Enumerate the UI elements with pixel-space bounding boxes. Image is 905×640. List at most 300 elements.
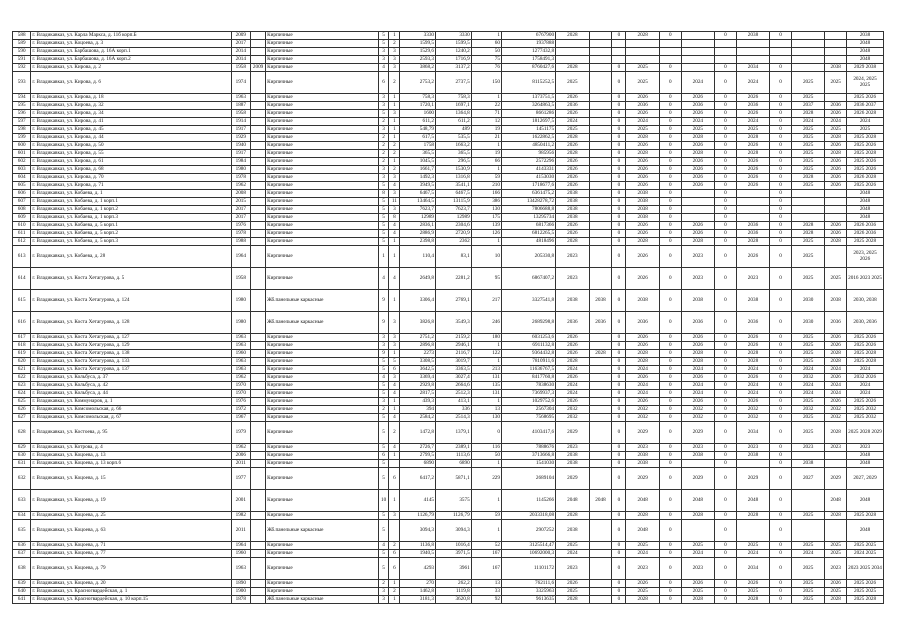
wall-material-cell: Кирпичные bbox=[266, 414, 379, 422]
period-5-cell: 2025 bbox=[791, 422, 825, 444]
wall-material-cell: Жб.панельные каркасные bbox=[266, 312, 379, 334]
cost-cell: 1029752,6 bbox=[501, 398, 555, 406]
period-5-cell bbox=[791, 214, 825, 222]
marker-d-cell: 0 bbox=[770, 382, 792, 390]
marker-d-cell: 0 bbox=[770, 32, 792, 40]
summary-period-cell: 2025 2028 bbox=[847, 512, 884, 520]
address-cell: г. Владикавказ, ул. Коцоева, д. 13 bbox=[31, 452, 231, 460]
entrances-cell: 6 bbox=[389, 550, 400, 558]
period-5-cell bbox=[791, 198, 825, 206]
table-row bbox=[13, 414, 884, 422]
address-cell: г. Владикавказ, ул. Коста Хетагурова, д. 128 bbox=[31, 312, 231, 334]
residents-cell: 131 bbox=[471, 390, 501, 398]
cost-cell: 6767900 bbox=[501, 32, 555, 40]
period-5-cell: 2024 bbox=[791, 550, 825, 558]
period-2-cell: 2026 bbox=[626, 268, 660, 290]
year-built-cell: 1960 bbox=[231, 350, 250, 358]
marker-d-cell: 0 bbox=[770, 422, 792, 444]
table-row bbox=[13, 72, 884, 94]
marker-c-cell bbox=[715, 56, 737, 64]
total-area-cell: 1940,5 bbox=[400, 550, 436, 558]
period-1-cell: 2028 bbox=[556, 150, 590, 158]
residents-cell: 180 bbox=[471, 334, 501, 342]
row-number: 589 bbox=[13, 40, 31, 48]
address-cell: г. Владикавказ, ул. Коста Хетагурова, д. 138 bbox=[31, 350, 231, 358]
marker-a-cell: 0 bbox=[612, 182, 626, 190]
period-6-cell bbox=[825, 198, 847, 206]
period-2-cell: 2038 bbox=[626, 198, 660, 206]
address-cell: г. Владикавказ, ул. Кирова, д. 50 bbox=[31, 142, 231, 150]
period-2-cell: 2025 bbox=[626, 64, 660, 72]
marker-a-cell: 0 bbox=[612, 422, 626, 444]
cost-cell: 4818496 bbox=[501, 238, 555, 246]
period-3-cell: 2025 bbox=[681, 542, 715, 550]
table-row bbox=[13, 238, 884, 246]
year-rebuilt-cell bbox=[251, 238, 266, 246]
year-built-cell: 1962 bbox=[231, 444, 250, 452]
wall-material-cell: Кирпичные bbox=[266, 64, 379, 72]
wall-material-cell: Кирпичные bbox=[266, 398, 379, 406]
residents-cell: 1 bbox=[471, 238, 501, 246]
period-1b-cell bbox=[589, 214, 612, 222]
living-area-cell: 7623,7 bbox=[436, 206, 472, 214]
year-built-cell: 2017 bbox=[231, 206, 250, 214]
table-row bbox=[13, 268, 884, 290]
summary-period-cell: 2048 bbox=[847, 520, 884, 542]
total-area-cell: 1126,79 bbox=[400, 512, 436, 520]
row-number: 634 bbox=[13, 512, 31, 520]
summary-period-cell: 2048 bbox=[847, 40, 884, 48]
residents-cell: 92 bbox=[471, 596, 501, 604]
period-3-cell: 2026 bbox=[681, 142, 715, 150]
period-4-cell: 2024 bbox=[736, 390, 770, 398]
marker-b-cell: 0 bbox=[659, 588, 681, 596]
period-2-cell bbox=[626, 40, 660, 48]
year-rebuilt-cell: 2009 bbox=[251, 64, 266, 72]
period-5-cell: 2025 bbox=[791, 142, 825, 150]
period-3-cell: 2028 bbox=[681, 350, 715, 358]
marker-d-cell: 0 bbox=[770, 64, 792, 72]
summary-period-cell: 2025 2026 bbox=[847, 94, 884, 102]
residents-cell: 150 bbox=[471, 72, 501, 94]
wall-material-cell: Кирпичные bbox=[266, 110, 379, 118]
period-1b-cell bbox=[589, 468, 612, 490]
period-4-cell: 2048 bbox=[736, 490, 770, 512]
marker-b-cell bbox=[659, 40, 681, 48]
period-1-cell: 2025 bbox=[556, 542, 590, 550]
marker-c-cell: 0 bbox=[715, 490, 737, 512]
row-number: 616 bbox=[13, 312, 31, 334]
marker-c-cell: 0 bbox=[715, 358, 737, 366]
marker-b-cell: 0 bbox=[659, 238, 681, 246]
year-rebuilt-cell bbox=[251, 520, 266, 542]
residents-cell: 246 bbox=[471, 312, 501, 334]
period-2-cell: 2036 bbox=[626, 312, 660, 334]
marker-a-cell: 0 bbox=[612, 406, 626, 414]
residents-cell: 166 bbox=[471, 190, 501, 198]
period-3-cell: 2032 bbox=[681, 414, 715, 422]
period-2-cell: 2048 bbox=[626, 490, 660, 512]
period-1-cell: 2029 bbox=[556, 468, 590, 490]
row-number: 632 bbox=[13, 468, 31, 490]
period-6-cell bbox=[825, 520, 847, 542]
period-1-cell: 2023 bbox=[556, 246, 590, 268]
table-row bbox=[13, 588, 884, 596]
period-2-cell bbox=[626, 56, 660, 64]
entrances-cell: 6 bbox=[389, 366, 400, 374]
entrances-cell: 3 bbox=[389, 48, 400, 56]
entrances-cell: 4 bbox=[389, 268, 400, 290]
entrances-cell: 1 bbox=[389, 126, 400, 134]
row-number: 611 bbox=[13, 230, 31, 238]
period-3-cell: 2026 bbox=[681, 374, 715, 382]
table-row bbox=[13, 190, 884, 198]
marker-b-cell: 0 bbox=[659, 350, 681, 358]
row-number: 596 bbox=[13, 110, 31, 118]
address-cell: г. Владикавказ, ул. Кирова, д. 55 bbox=[31, 150, 231, 158]
year-rebuilt-cell bbox=[251, 542, 266, 550]
floors-cell: 5 bbox=[378, 468, 389, 490]
year-built-cell: 1984 bbox=[231, 158, 250, 166]
entrances-cell: 3 bbox=[389, 374, 400, 382]
period-1-cell: 2024 bbox=[556, 550, 590, 558]
floors-cell: 5 bbox=[378, 214, 389, 222]
summary-period-cell: 2026 2028 bbox=[847, 110, 884, 118]
period-5-cell: 2025 bbox=[791, 414, 825, 422]
marker-a-cell: 0 bbox=[612, 342, 626, 350]
year-rebuilt-cell bbox=[251, 452, 266, 460]
floors-cell: 5 bbox=[378, 520, 389, 542]
marker-b-cell bbox=[659, 48, 681, 56]
year-built-cell: 1958 bbox=[231, 268, 250, 290]
entrances-cell: 1 bbox=[389, 580, 400, 588]
residents-cell: 76 bbox=[471, 64, 501, 72]
floors-cell: 5 bbox=[378, 366, 389, 374]
entrances-cell: 11 bbox=[389, 198, 400, 206]
marker-b-cell: 0 bbox=[659, 558, 681, 580]
period-3-cell: 2028 bbox=[681, 150, 715, 158]
period-2-cell: 2026 bbox=[626, 246, 660, 268]
living-area-cell: 3971,5 bbox=[436, 550, 472, 558]
cost-cell: 11636767,5 bbox=[501, 366, 555, 374]
marker-b-cell: 0 bbox=[659, 198, 681, 206]
entrances-cell: 1 bbox=[389, 350, 400, 358]
summary-period-cell: 2025 2032 bbox=[847, 406, 884, 414]
period-1b-cell bbox=[589, 126, 612, 134]
marker-c-cell: 0 bbox=[715, 334, 737, 342]
marker-c-cell: 0 bbox=[715, 174, 737, 182]
marker-c-cell: 0 bbox=[715, 64, 737, 72]
marker-a-cell: 0 bbox=[612, 268, 626, 290]
summary-period-cell: 2048 bbox=[847, 56, 884, 64]
entrances-cell: 1 bbox=[389, 596, 400, 604]
cost-cell: 3327541,8 bbox=[501, 290, 555, 312]
marker-b-cell: 0 bbox=[659, 542, 681, 550]
period-6-cell bbox=[825, 190, 847, 198]
period-6-cell bbox=[825, 56, 847, 64]
cost-cell: 2689104 bbox=[501, 468, 555, 490]
living-area-cell: 758,3 bbox=[436, 94, 472, 102]
wall-material-cell: Кирпичные bbox=[266, 126, 379, 134]
wall-material-cell: Кирпичные bbox=[266, 40, 379, 48]
marker-c-cell: 0 bbox=[715, 190, 737, 198]
period-1-cell: 2026 bbox=[556, 94, 590, 102]
period-4-cell bbox=[736, 40, 770, 48]
entrances-cell: 3 bbox=[389, 312, 400, 334]
residents-cell: 1 bbox=[471, 342, 501, 350]
period-6-cell: 2028 bbox=[825, 596, 847, 604]
marker-c-cell: 0 bbox=[715, 182, 737, 190]
period-5-cell: 2025 bbox=[791, 580, 825, 588]
cost-cell: 205330,8 bbox=[501, 246, 555, 268]
floors-cell: 2 bbox=[378, 142, 389, 150]
marker-d-cell: 0 bbox=[770, 150, 792, 158]
period-1b-cell bbox=[589, 150, 612, 158]
total-area-cell: 3181,3 bbox=[400, 596, 436, 604]
marker-d-cell: 0 bbox=[770, 166, 792, 174]
table-row bbox=[13, 102, 884, 110]
period-2-cell: 2038 bbox=[626, 190, 660, 198]
total-area-cell: 110,4 bbox=[400, 246, 436, 268]
marker-c-cell: 0 bbox=[715, 72, 737, 94]
period-4-cell: 2028 bbox=[736, 150, 770, 158]
period-4-cell: 2028 bbox=[736, 512, 770, 520]
living-area-cell: 2769,1 bbox=[436, 290, 472, 312]
summary-period-cell: 2025 2025 bbox=[847, 542, 884, 550]
marker-b-cell: 0 bbox=[659, 468, 681, 490]
total-area-cell: 2929,8 bbox=[400, 382, 436, 390]
register-sheet bbox=[12, 31, 884, 604]
marker-a-cell: 0 bbox=[612, 580, 626, 588]
period-1-cell: 2048 bbox=[556, 490, 590, 512]
year-built-cell: 2006 bbox=[231, 452, 250, 460]
wall-material-cell: Кирпичные bbox=[266, 422, 379, 444]
table-row bbox=[13, 382, 884, 390]
cost-cell: 4153030 bbox=[501, 174, 555, 182]
period-1b-cell bbox=[589, 102, 612, 110]
period-3-cell: 2026 bbox=[681, 174, 715, 182]
cost-cell: 6911132,8 bbox=[501, 342, 555, 350]
address-cell: г. Владикавказ, ул. Кирова, д. 18 bbox=[31, 94, 231, 102]
residents-cell: 33 bbox=[471, 588, 501, 596]
period-2-cell: 2038 bbox=[626, 452, 660, 460]
living-area-cell: 2946,1 bbox=[436, 342, 472, 350]
cost-cell: 3264863,5 bbox=[501, 102, 555, 110]
period-2-cell: 2024 bbox=[626, 390, 660, 398]
entrances-cell: 3 bbox=[389, 342, 400, 350]
residents-cell: 210 bbox=[471, 182, 501, 190]
marker-c-cell: 0 bbox=[715, 374, 737, 382]
marker-a-cell: 0 bbox=[612, 390, 626, 398]
cost-cell: 7888676 bbox=[501, 444, 555, 452]
living-area-cell: 2664,6 bbox=[436, 382, 472, 390]
year-built-cell: 2017 bbox=[231, 40, 250, 48]
table-row bbox=[13, 406, 884, 414]
marker-b-cell: 0 bbox=[659, 134, 681, 142]
year-built-cell: 1964 bbox=[231, 246, 250, 268]
cost-cell: 8661286 bbox=[501, 110, 555, 118]
marker-c-cell: 0 bbox=[715, 230, 737, 238]
period-6-cell: 2036 bbox=[825, 102, 847, 110]
address-cell: г. Владикавказ, ул. Коцоева, д. 3 bbox=[31, 40, 231, 48]
period-6-cell bbox=[825, 94, 847, 102]
floors-cell: 3 bbox=[378, 596, 389, 604]
period-1-cell: 2038 bbox=[556, 190, 590, 198]
summary-period-cell: 2025 2028 2029 bbox=[847, 422, 884, 444]
marker-b-cell: 0 bbox=[659, 32, 681, 40]
entrances-cell: 1 bbox=[389, 238, 400, 246]
address-cell: г. Владикавказ, ул. Коцоева, д. 20 bbox=[31, 580, 231, 588]
period-6-cell: 2026 bbox=[825, 342, 847, 350]
period-3-cell: 2023 bbox=[681, 268, 715, 290]
floors-cell: 5 bbox=[378, 206, 389, 214]
period-1b-cell bbox=[589, 520, 612, 542]
living-area-cell: 611,2 bbox=[436, 118, 472, 126]
summary-period-cell: 2027, 2029 bbox=[847, 468, 884, 490]
entrances-cell: 1 bbox=[389, 398, 400, 406]
marker-c-cell: 0 bbox=[715, 390, 737, 398]
period-4-cell: 2023 bbox=[736, 268, 770, 290]
address-cell: г. Владикавказ, ул. Комсомольская, д. 66 bbox=[31, 406, 231, 414]
address-cell: г. Владикавказ, ул. Кобаева, д. 28 bbox=[31, 246, 231, 268]
marker-a-cell: 0 bbox=[612, 542, 626, 550]
period-2-cell: 2026 bbox=[626, 342, 660, 350]
year-rebuilt-cell bbox=[251, 512, 266, 520]
year-rebuilt-cell bbox=[251, 358, 266, 366]
period-1b-cell bbox=[589, 238, 612, 246]
table-row bbox=[13, 468, 884, 490]
year-rebuilt-cell bbox=[251, 102, 266, 110]
address-cell: г. Владикавказ, ул. Кольбуса, д. 44 bbox=[31, 390, 231, 398]
floors-cell: 5 bbox=[378, 198, 389, 206]
floors-cell: 6 bbox=[378, 72, 389, 94]
marker-c-cell: 0 bbox=[715, 118, 737, 126]
year-rebuilt-cell bbox=[251, 468, 266, 490]
residents-cell: 126 bbox=[471, 230, 501, 238]
cost-cell: 1718677,6 bbox=[501, 182, 555, 190]
period-6-cell: 2026 bbox=[825, 142, 847, 150]
wall-material-cell: Кирпичные bbox=[266, 406, 379, 414]
year-built-cell: 1890 bbox=[231, 580, 250, 588]
summary-period-cell: 2025 2026 bbox=[847, 158, 884, 166]
summary-period-cell: 2025 2026 bbox=[847, 142, 884, 150]
period-1b-cell bbox=[589, 118, 612, 126]
period-4-cell bbox=[736, 190, 770, 198]
floors-cell: 9 bbox=[378, 312, 389, 334]
period-4-cell bbox=[736, 520, 770, 542]
marker-a-cell: 0 bbox=[612, 134, 626, 142]
marker-a-cell: 0 bbox=[612, 452, 626, 460]
floors-cell: 3 bbox=[378, 588, 389, 596]
period-6-cell: 2024 bbox=[825, 366, 847, 374]
year-built-cell: 2008 bbox=[231, 190, 250, 198]
cost-cell: 1277432,8 bbox=[501, 48, 555, 56]
period-2-cell: 2028 bbox=[626, 134, 660, 142]
table-row bbox=[13, 32, 884, 40]
marker-b-cell: 0 bbox=[659, 246, 681, 268]
floors-cell: 5 bbox=[378, 238, 389, 246]
period-5-cell: 2025 bbox=[791, 238, 825, 246]
cost-cell: 6817366 bbox=[501, 222, 555, 230]
period-2-cell: 2026 bbox=[626, 166, 660, 174]
marker-d-cell: 0 bbox=[770, 158, 792, 166]
period-4-cell: 2026 bbox=[736, 342, 770, 350]
residents-cell: 1 bbox=[471, 490, 501, 512]
year-rebuilt-cell bbox=[251, 118, 266, 126]
period-3-cell: 2026 bbox=[681, 580, 715, 588]
marker-b-cell: 0 bbox=[659, 222, 681, 230]
period-2-cell: 2028 bbox=[626, 150, 660, 158]
row-number: 630 bbox=[13, 452, 31, 460]
period-2-cell: 2028 bbox=[626, 238, 660, 246]
total-area-cell: 548,79 bbox=[400, 126, 436, 134]
marker-a-cell bbox=[612, 56, 626, 64]
cost-cell: 2567304 bbox=[501, 406, 555, 414]
total-area-cell: 3949,5 bbox=[400, 182, 436, 190]
marker-c-cell: 0 bbox=[715, 588, 737, 596]
living-area-cell: 3363,5 bbox=[436, 366, 472, 374]
year-built-cell: 1963 bbox=[231, 558, 250, 580]
period-1b-cell bbox=[589, 166, 612, 174]
residents-cell: 0 bbox=[471, 422, 501, 444]
total-area-cell: 2649,8 bbox=[400, 268, 436, 290]
year-built-cell: 1980 bbox=[231, 312, 250, 334]
address-cell: г. Владикавказ, ул. Кирова, д. 71 bbox=[31, 182, 231, 190]
year-built-cell: 1976 bbox=[231, 222, 250, 230]
floors-cell: 10 bbox=[378, 490, 389, 512]
row-number: 615 bbox=[13, 290, 31, 312]
marker-c-cell bbox=[715, 48, 737, 56]
wall-material-cell: Кирпичные bbox=[266, 102, 379, 110]
residents-cell: 66 bbox=[471, 158, 501, 166]
period-3-cell: 2024 bbox=[681, 550, 715, 558]
marker-a-cell: 0 bbox=[612, 550, 626, 558]
living-area-cell: 6890 bbox=[436, 460, 472, 468]
marker-d-cell bbox=[770, 40, 792, 48]
period-2-cell: 2038 bbox=[626, 290, 660, 312]
entrances-cell: 4 bbox=[389, 444, 400, 452]
year-rebuilt-cell bbox=[251, 150, 266, 158]
cost-cell: 10692000,3 bbox=[501, 550, 555, 558]
address-cell: г. Владикавказ, ул. Коцоева, д. 15 bbox=[31, 468, 231, 490]
address-cell: г. Владикавказ, ул. Кирова, д. 44 bbox=[31, 134, 231, 142]
summary-period-cell: 2036 2037 bbox=[847, 102, 884, 110]
wall-material-cell: Кирпичные bbox=[266, 490, 379, 512]
marker-d-cell: 0 bbox=[770, 350, 792, 358]
marker-d-cell: 0 bbox=[770, 72, 792, 94]
wall-material-cell: Кирпичные bbox=[266, 358, 379, 366]
period-2-cell: 2026 bbox=[626, 110, 660, 118]
year-built-cell: 1963 bbox=[231, 358, 250, 366]
floors-cell: 3 bbox=[378, 102, 389, 110]
marker-b-cell: 0 bbox=[659, 398, 681, 406]
residents-cell: 386 bbox=[471, 198, 501, 206]
period-5-cell: 2025 bbox=[791, 134, 825, 142]
marker-d-cell: 0 bbox=[770, 246, 792, 268]
marker-a-cell: 0 bbox=[612, 32, 626, 40]
total-area-cell: 2584,2 bbox=[400, 414, 436, 422]
period-1-cell: 2038 bbox=[556, 206, 590, 214]
row-number: 626 bbox=[13, 406, 31, 414]
period-3-cell bbox=[681, 206, 715, 214]
year-built-cell: 1972 bbox=[231, 406, 250, 414]
entrances-cell: 1 bbox=[389, 102, 400, 110]
period-2-cell: 2028 bbox=[626, 350, 660, 358]
period-1b-cell bbox=[589, 374, 612, 382]
table-row bbox=[13, 56, 884, 64]
cost-cell: 2689298,8 bbox=[501, 312, 555, 334]
period-6-cell: 2026 bbox=[825, 166, 847, 174]
